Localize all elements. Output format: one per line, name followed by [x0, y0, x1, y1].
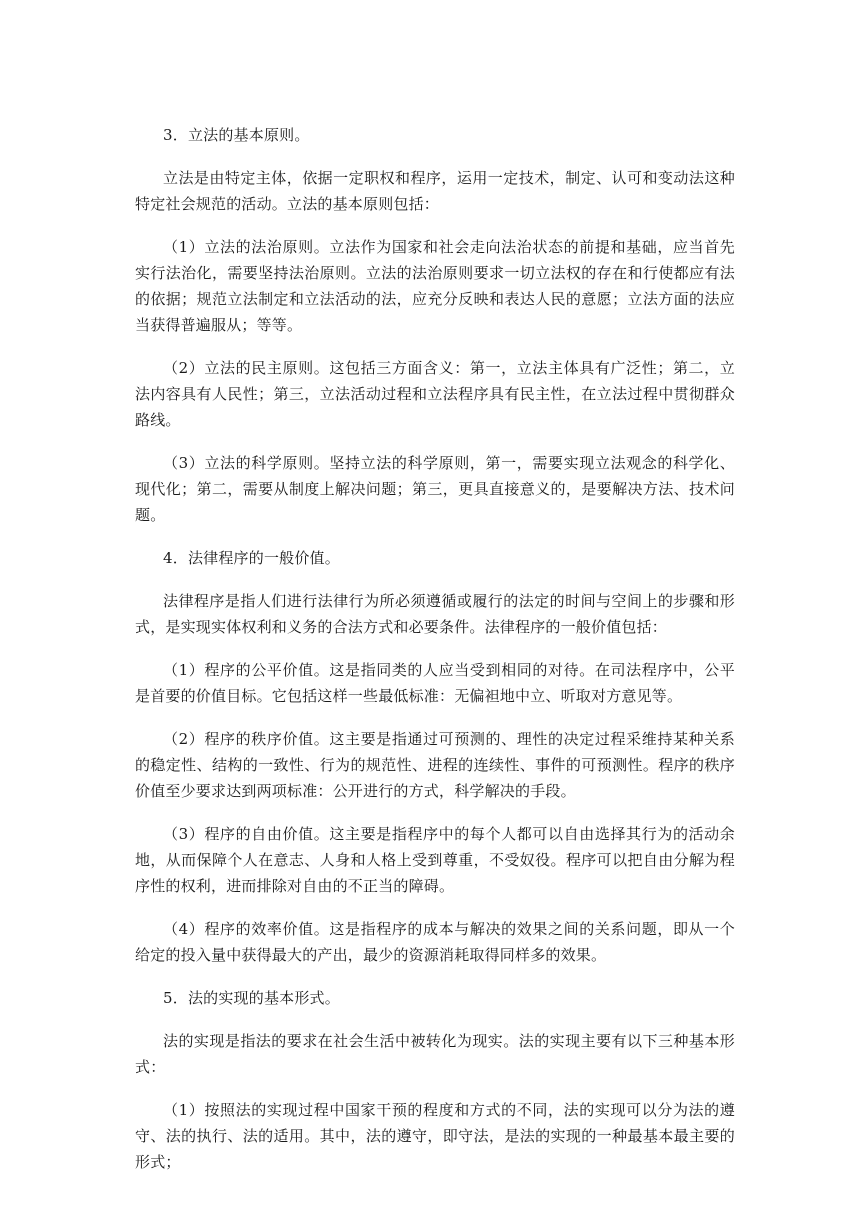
section-4-item-1: （1）程序的公平价值。这是指同类的人应当受到相同的对待。在司法程序中，公平是首要的价值目标。它包括这样一些最低标准：无偏袒地中立、听取对方意见等。	[135, 661, 735, 705]
section-5-intro: 法的实现是指法的要求在社会生活中被转化为现实。法的实现主要有以下三种基本形式：	[135, 1032, 735, 1076]
section-5-item-1: （1）按照法的实现过程中国家干预的程度和方式的不同，法的实现可以分为法的遵守、法的执行、法的适用。其中，法的遵守，即守法，是法的实现的一种最基本最主要的形式；	[135, 1101, 735, 1171]
document-page	[135, 122, 735, 1175]
section-4-item-4: （4）程序的效率价值。这是指程序的成本与解决的效果之间的关系问题，即从一个给定的投入量中获得最大的产出，最少的资源消耗取得同样多的效果。	[135, 920, 735, 964]
section-5-heading: 5．法的实现的基本形式。	[163, 989, 340, 1007]
section-3-item-1: （1）立法的法治原则。立法作为国家和社会走向法治状态的前提和基础，应当首先实行法治化，需要坚持法治原则。立法的法治原则要求一切立法权的存在和行使都应有法的依据；规范立法制定和立法活动的法，应充分反映和表达人民的意愿；立法方面的法应当获得普遍服从；等等。	[135, 238, 735, 334]
section-3-item-2: （2）立法的民主原则。这包括三方面含义：第一，立法主体具有广泛性；第二，立法内容具有人民性；第三，立法活动过程和立法程序具有民主性，在立法过程中贯彻群众路线。	[135, 359, 735, 429]
section-4-item-2: （2）程序的秩序价值。这主要是指通过可预测的、理性的决定过程采维持某种关系的稳定性、结构的一致性、行为的规范性、进程的连续性、事件的可预测性。程序的秩序价值至少要求达到两项标准：公开进行的方式，科学解决的手段。	[135, 730, 735, 800]
section-4-intro: 法律程序是指人们进行法律行为所必须遵循或履行的法定的时间与空间上的步骤和形式，是实现实体权利和义务的合法方式和必要条件。法律程序的一般价值包括：	[135, 592, 735, 636]
section-4-item-3: （3）程序的自由价值。这主要是指程序中的每个人都可以自由选择其行为的活动余地，从而保障个人在意志、人身和人格上受到尊重，不受奴役。程序可以把自由分解为程序性的权利，进而排除对自由的不正当的障碍。	[135, 825, 735, 895]
section-4-heading: 4．法律程序的一般价值。	[163, 549, 340, 567]
section-3-heading: 3．立法的基本原则。	[163, 126, 310, 144]
section-3-intro: 立法是由特定主体，依据一定职权和程序，运用一定技术，制定、认可和变动法这种特定社会规范的活动。立法的基本原则包括：	[135, 169, 735, 213]
section-3-item-3: （3）立法的科学原则。坚持立法的科学原则，第一，需要实现立法观念的科学化、现代化；第二，需要从制度上解决问题；第三，更具直接意义的，是要解决方法、技术问题。	[135, 454, 735, 524]
